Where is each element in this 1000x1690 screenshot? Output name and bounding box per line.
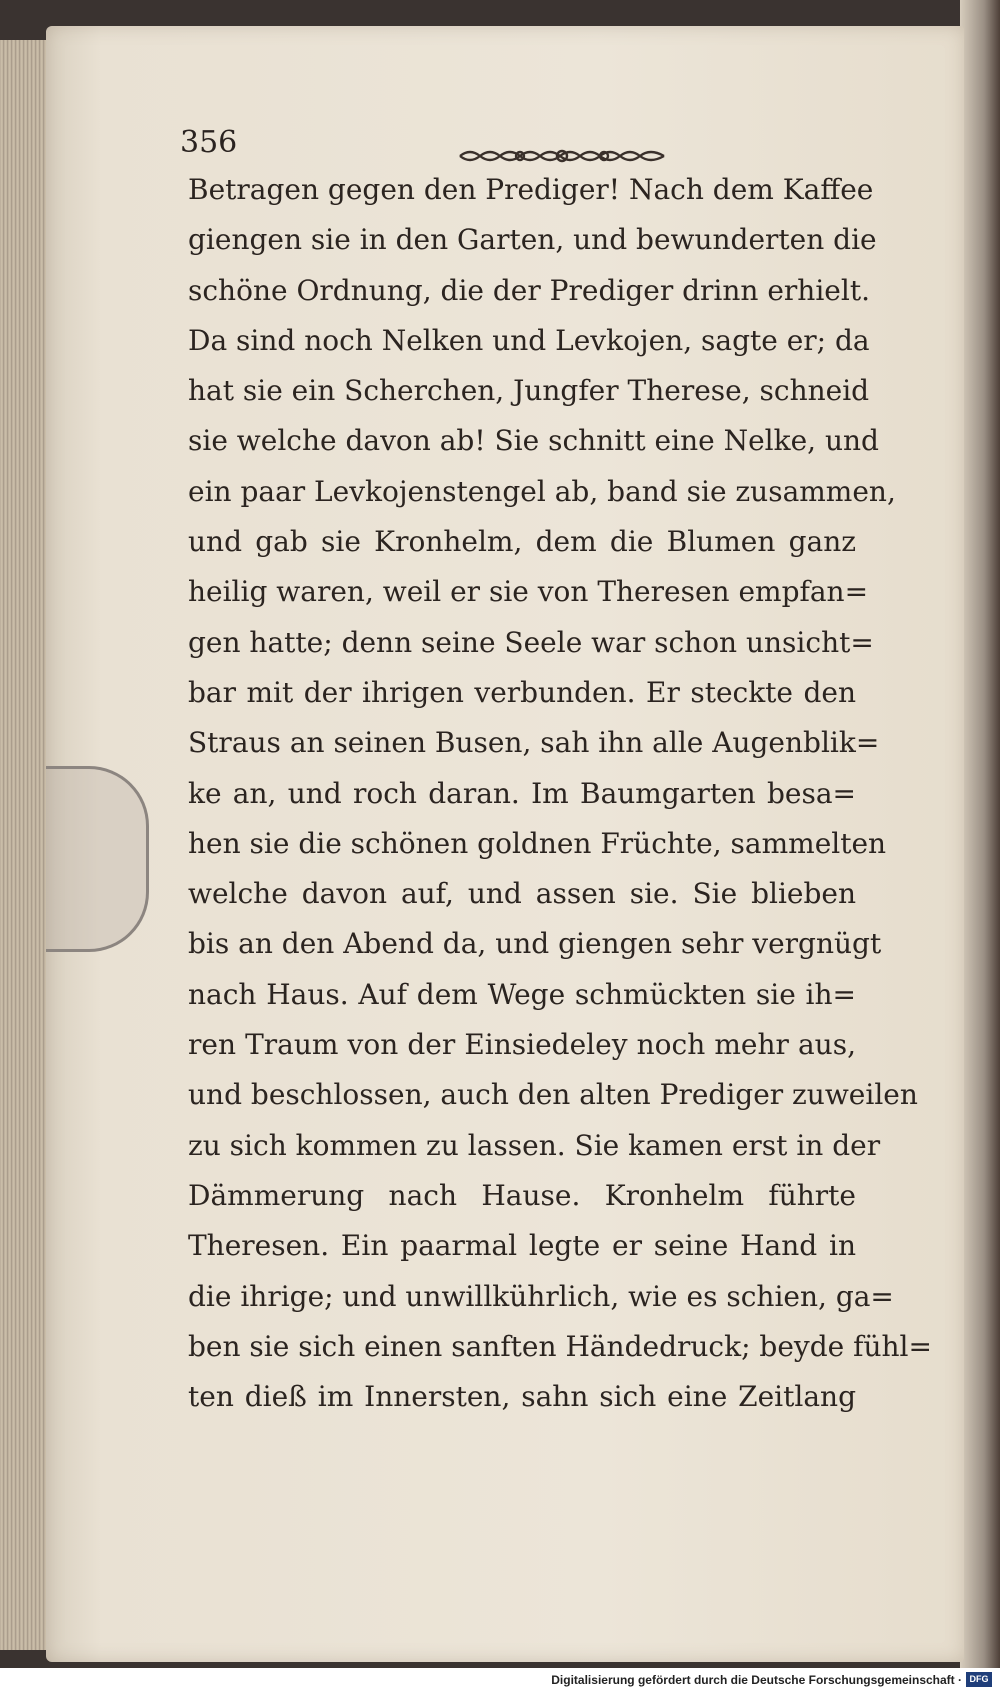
footer-bar bbox=[0, 1668, 1000, 1690]
text-line: ren Traum von der Einsiedeley noch mehr aus, bbox=[188, 1028, 856, 1062]
body-text bbox=[188, 165, 932, 1422]
text-line: gen hatte; denn seine Seele war schon unsicht= bbox=[188, 625, 874, 659]
header-ornament-icon bbox=[458, 146, 666, 166]
dfg-logo-icon: DFG bbox=[966, 1672, 992, 1687]
text-line: und gab sie Kronhelm, dem die Blumen ganz bbox=[188, 525, 856, 559]
text-line: heilig waren, weil er sie von Theresen empfan= bbox=[188, 575, 869, 609]
text-line: die ihrige; und unwillkührlich, wie es schien, ga= bbox=[188, 1279, 894, 1313]
text-line: hat sie ein Scherchen, Jungfer Therese, schneid bbox=[188, 374, 870, 408]
text-line: hen sie die schönen goldnen Früchte, sammelten bbox=[188, 826, 887, 860]
text-line: Da sind noch Nelken und Levkojen, sagte er; da bbox=[188, 323, 870, 357]
text-line: ben sie sich einen sanften Händedruck; beyde fühl= bbox=[188, 1329, 932, 1363]
text-line: Betragen gegen den Prediger! Nach dem Kaffee bbox=[188, 173, 874, 206]
text-line: nach Haus. Auf dem Wege schmückten sie ih= bbox=[188, 977, 856, 1011]
text-line: welche davon auf, und assen sie. Sie blieben bbox=[188, 877, 856, 911]
text-line: Dämmerung nach Hause. Kronhelm führte bbox=[188, 1178, 856, 1212]
footer-credit: Digitalisierung gefördert durch die Deutsche Forschungsgemeinschaft · bbox=[551, 1673, 962, 1687]
text-line: ein paar Levkojenstengel ab, band sie zusammen, bbox=[188, 474, 896, 508]
text-line: Theresen. Ein paarmal legte er seine Hand in bbox=[188, 1229, 856, 1263]
text-line: Straus an seinen Busen, sah ihn alle Augenblik= bbox=[188, 726, 880, 760]
text-line: giengen sie in den Garten, und bewunderten die bbox=[188, 223, 877, 257]
text-line: sie welche davon ab! Sie schnitt eine Nelke, und bbox=[188, 424, 879, 458]
text-line: bis an den Abend da, und giengen sehr vergnügt bbox=[188, 927, 882, 961]
text-line: zu sich kommen zu lassen. Sie kamen erst in der bbox=[188, 1128, 881, 1162]
text-line: bar mit der ihrigen verbunden. Er steckte den bbox=[188, 675, 856, 709]
text-line: ke an, und roch daran. Im Baumgarten besa= bbox=[188, 776, 856, 810]
text-line: schöne Ordnung, die der Prediger drinn erhielt. bbox=[188, 273, 870, 307]
book-page-edges-right bbox=[960, 0, 1000, 1690]
book-page-edges-left bbox=[0, 40, 52, 1650]
page-number: 356 bbox=[180, 125, 238, 160]
text-line: und beschlossen, auch den alten Prediger zuweilen bbox=[188, 1078, 918, 1112]
page-clip bbox=[46, 766, 149, 952]
text-line: ten dieß im Innersten, sahn sich eine Zeitlang bbox=[188, 1380, 856, 1414]
